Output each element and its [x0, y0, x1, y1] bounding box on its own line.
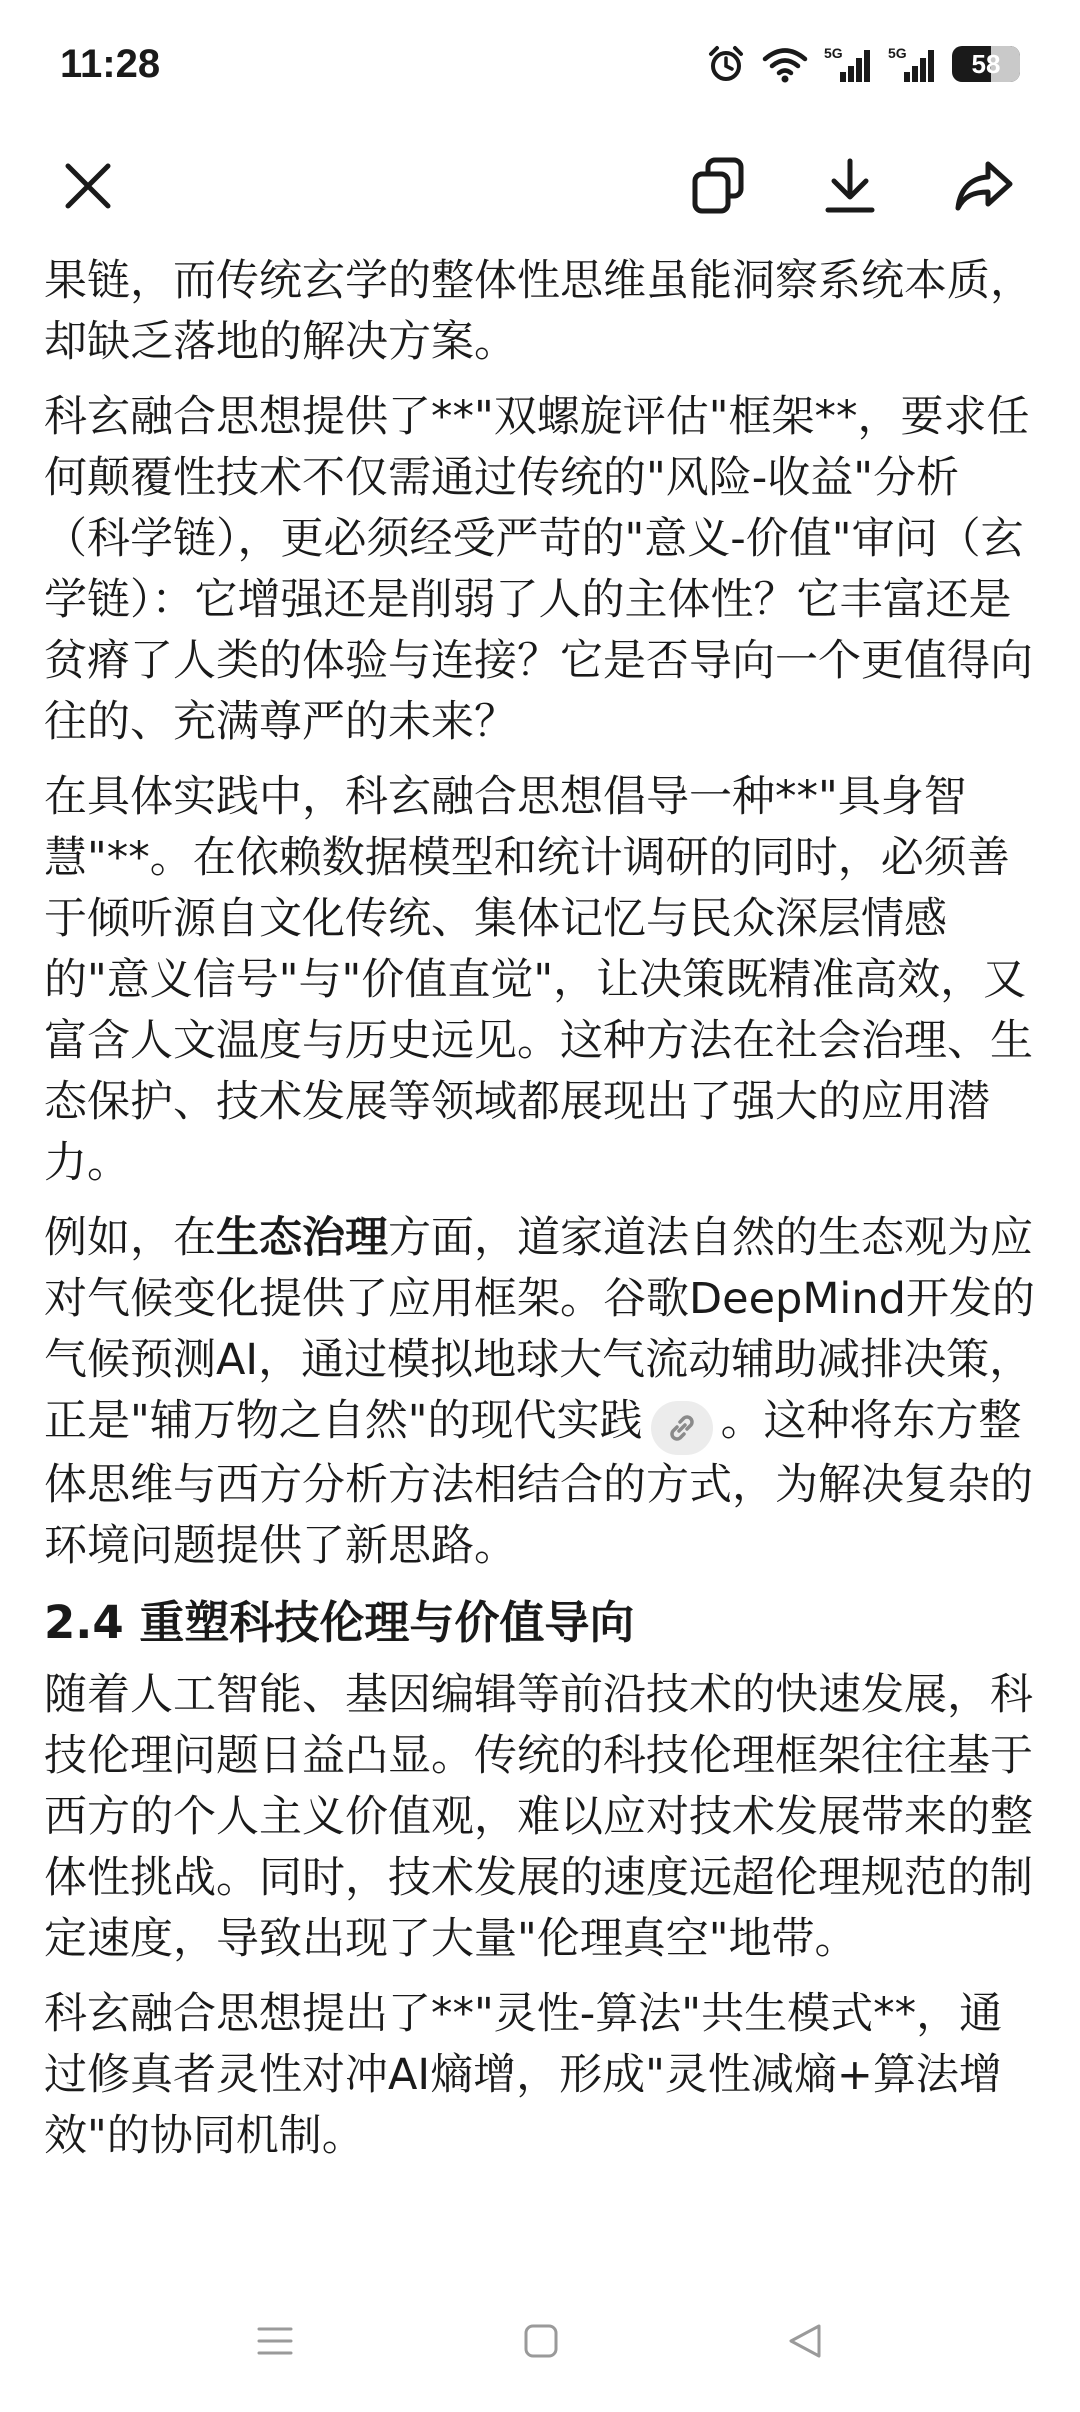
close-icon: [63, 161, 113, 211]
status-bar: [0, 0, 1080, 130]
battery-icon: [952, 46, 1020, 82]
download-button[interactable]: [812, 148, 888, 224]
back-icon: [785, 2321, 825, 2361]
battery-level: 58: [971, 49, 1001, 79]
paragraph-text: 。这种将东方整体思维与西方分析方法相结合的方式，为解决复杂的环境问题提供了新思路。: [44, 1396, 1033, 1571]
paragraph: 在具体实践中，科玄融合思想倡导一种**"具身智慧"**。在依赖数据模型和统计调研的同时，必须善于倾听源自文化传统、集体记忆与民众深层情感的"意义信号"与"价值直觉"，让决策既精准高效，又富含人文温度与历史远见。这种方法在社会治理、生态保护、技术发展等领域都展现出了强大的应用潜力。: [44, 772, 1033, 1188]
paragraph: 随着人工智能、基因编辑等前沿技术的快速发展，科技伦理问题日益凸显。传统的科技伦理框架往往基于西方的个人主义价值观，难以应对技术发展带来的整体性挑战。同时，技术发展的速度远超伦理规范的制定速度，导致出现了大量"伦理真空"地带。: [44, 1670, 1033, 1964]
status-icons: [706, 44, 1020, 84]
alarm-icon: [706, 44, 746, 84]
paragraph: [44, 1208, 1036, 1577]
svg-text:5G: 5G: [888, 45, 907, 61]
paragraph: 果链，而传统玄学的整体性思维虽能洞察系统本质，却缺乏落地的解决方案。: [44, 256, 1033, 367]
paragraph: 科玄融合思想提出了**"灵性-算法"共生模式**，通过修真者灵性对冲AI熵增，形成"灵性减熵+算法增效"的协同机制。: [44, 1989, 1003, 2161]
bold-term: 生态治理: [216, 1213, 388, 1263]
top-toolbar: [0, 130, 1080, 240]
paragraph-text: 方面，道家道法自然的生态观为应对气候变化提供了应用框架。谷歌DeepMind开发的气候预测AI，通过模拟地球大气流动辅助减排决策，正是"辅万物之自然"的现代实践: [44, 1213, 1035, 1446]
copy-button[interactable]: [680, 148, 756, 224]
svg-text:5G: 5G: [824, 45, 843, 61]
share-button[interactable]: [946, 148, 1022, 224]
download-icon: [822, 157, 878, 215]
share-icon: [954, 160, 1014, 212]
recent-apps-button[interactable]: [240, 2306, 310, 2376]
signal-5g-icon: [824, 44, 872, 84]
menu-icon: [255, 2323, 295, 2359]
article-content: [44, 190, 1036, 2270]
back-button[interactable]: [770, 2306, 840, 2376]
copy-icon: [691, 157, 745, 215]
system-nav-bar: [0, 2270, 1080, 2412]
bottom-fade: [0, 2220, 1080, 2270]
status-time: 11:28: [60, 42, 161, 86]
close-button[interactable]: [50, 148, 126, 224]
paragraph-text: 例如，在: [44, 1213, 216, 1263]
signal-5g-icon: [888, 44, 936, 84]
wifi-icon: [762, 44, 808, 84]
paragraph: 科玄融合思想提供了**"双螺旋评估"框架**，要求任何颠覆性技术不仅需通过传统的"风险-收益"分析（科学链），更必须经受严苛的"意义-价值"审问（玄学链）：它增强还是削弱了人的主体性？它丰富还是贫瘠了人类的体验与连接？它是否导向一个更值得向往的、充满尊严的未来？: [44, 392, 1033, 747]
home-icon: [522, 2322, 560, 2360]
reference-link-button[interactable]: [651, 1401, 713, 1455]
link-icon: [665, 1411, 699, 1445]
home-button[interactable]: [506, 2306, 576, 2376]
section-heading: 2.4 重塑科技伦理与价值导向: [44, 1596, 635, 1649]
